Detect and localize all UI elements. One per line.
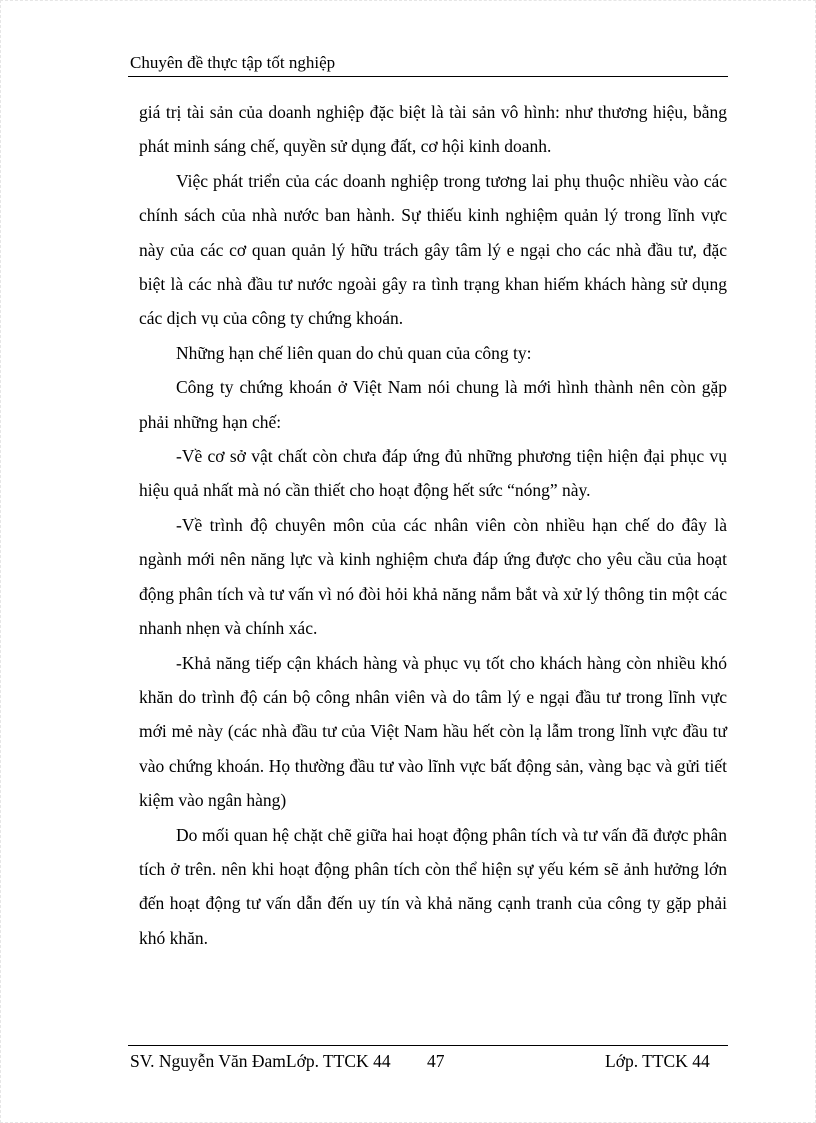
document-body bbox=[139, 95, 727, 955]
page-number: 47 bbox=[427, 1051, 445, 1071]
header-divider bbox=[128, 76, 728, 77]
paragraph: -Về trình độ chuyên môn của các nhân viên còn nhiều hạn chế do đây là ngành mới nên năng lực và kinh nghiệm chưa đáp ứng được cho yêu cầu của hoạt động phân tích và tư vấn vì nó đòi hỏi khả năng nắm bắt và xử lý thông tin một các nhanh nhẹn và chính xác. bbox=[139, 514, 727, 639]
paragraph: Do mối quan hệ chặt chẽ giữa hai hoạt động phân tích và tư vấn đã được phân tích ở trên. nên khi hoạt động phân tích còn thể hiện sự yếu kém sẽ ảnh hưởng lớn đến hoạt động tư vấn dẫn đến uy tín và khả năng cạnh tranh của công ty gặp phải khó khăn. bbox=[139, 824, 727, 948]
paragraph: Những hạn chế liên quan do chủ quan của công ty: bbox=[176, 342, 532, 363]
paragraph: Việc phát triển của các doanh nghiệp trong tương lai phụ thuộc nhiều vào các chính sách của nhà nước ban hành. Sự thiếu kinh nghiệm quản lý trong lĩnh vực này của các cơ quan quản lý hữu trách gây tâm lý e ngại cho các nhà đầu tư, đặc biệt là các nhà đầu tư nước ngoài gây ra tình trạng khan hiếm khách hàng sử dụng các dịch vụ của công ty chứng khoán. bbox=[139, 170, 727, 329]
footer-class: Lớp. TTCK 44 bbox=[605, 1051, 710, 1071]
paragraph-continuation: giá trị tài sản của doanh nghiệp đặc biệt là tài sản vô hình: như thương hiệu, bằng phát minh sáng chế, quyền sử dụng đất, cơ hội kinh doanh. bbox=[139, 102, 727, 157]
footer-author: SV. Nguyễn Văn ĐamLớp. TTCK 44 bbox=[130, 1051, 391, 1071]
page-header: Chuyên đề thực tập tốt nghiệp bbox=[130, 53, 336, 72]
paragraph: -Khả năng tiếp cận khách hàng và phục vụ tốt cho khách hàng còn nhiều khó khăn do trình độ cán bộ công nhân viên và do tâm lý e ngại đầu tư trong lĩnh vực mới mẻ này (các nhà đầu tư của Việt Nam hầu hết còn lạ lẫm trong lĩnh vực đầu tư vào chứng khoán. Họ thường đầu tư vào lĩnh vực bất động sản, vàng bạc và gửi tiết kiệm vào ngân hàng) bbox=[139, 652, 727, 811]
footer-divider bbox=[128, 1045, 728, 1046]
paragraph: Công ty chứng khoán ở Việt Nam nói chung là mới hình thành nên còn gặp phải những hạn chế: bbox=[139, 377, 727, 432]
paragraph: -Về cơ sở vật chất còn chưa đáp ứng đủ những phương tiện hiện đại phục vụ hiệu quả nhất mà nó cần thiết cho hoạt động hết sức “nóng” này. bbox=[139, 446, 727, 501]
